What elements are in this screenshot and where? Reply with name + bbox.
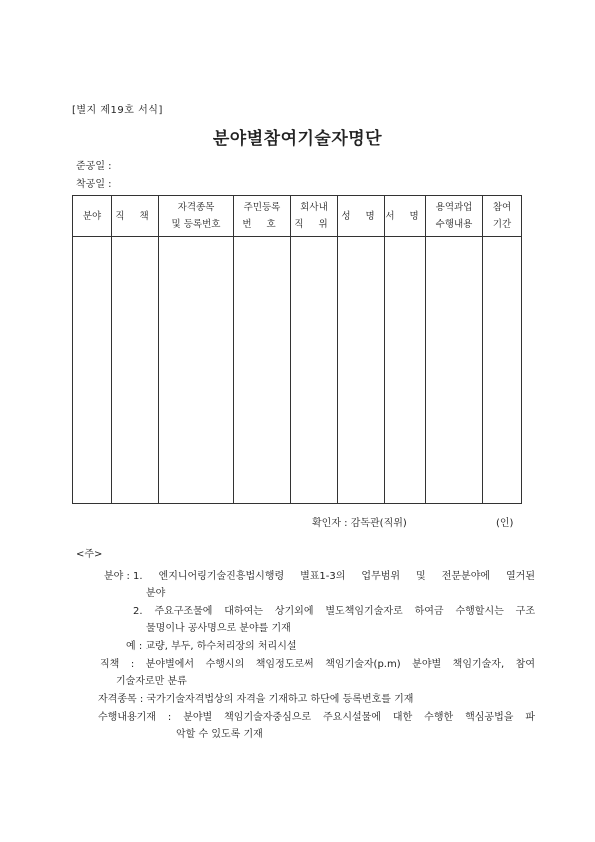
page-title: 분야별참여기술자명단 (212, 129, 383, 149)
table-cell-period[interactable] (483, 237, 522, 504)
notes-heading: <주> (76, 549, 103, 560)
table-cell-signature[interactable] (385, 237, 426, 504)
column-header-field: 분야 (73, 196, 112, 237)
form-number-label: [별지 제19호 서식] (72, 105, 163, 116)
start-date-label: 착공일 : (76, 179, 112, 190)
table-cell-company-rank[interactable] (291, 237, 338, 504)
note-work-line1: 수행내용기재 : 분야별 책임기술자중심으로 주요시설물에 대한 수행한 핵심공법을 파 (98, 712, 535, 723)
table-row (73, 237, 522, 504)
note-field-example: 예 : 교량, 부두, 하수처리장의 처리시설 (126, 641, 297, 652)
column-header-task: 용역과업 수행내용 (426, 196, 483, 237)
table-cell-field[interactable] (73, 237, 112, 504)
column-header-position: 직 책 (112, 196, 159, 237)
engineer-roster-table (72, 195, 522, 504)
table-cell-position[interactable] (112, 237, 159, 504)
note-position-line2: 기술자로만 분류 (116, 676, 187, 687)
column-header-license: 자격종목 및 등록번호 (159, 196, 234, 237)
table-cell-resident-number[interactable] (234, 237, 291, 504)
table-cell-task[interactable] (426, 237, 483, 504)
note-position-line1: 직책 : 분야별에서 수행시의 책임정도로써 책임기술자(p.m) 분야별 책임기술자, 참여 (100, 659, 535, 670)
column-header-name: 성 명 (338, 196, 385, 237)
note-field-1-line1: 1. 엔지니어링기술진흥법시행령 별표1-3의 업무범위 및 전문분야에 열거된 (133, 571, 535, 582)
table-cell-name[interactable] (338, 237, 385, 504)
note-license: 자격종목 : 국가기술자격법상의 자격을 기재하고 하단에 등록번호를 기재 (98, 694, 414, 705)
note-work-line2: 악할 수 있도록 기재 (176, 729, 263, 740)
column-header-company-rank: 회사내 직 위 (291, 196, 338, 237)
note-field-2-line1: 2. 주요구조물에 대하여는 상기외에 별도책임기술자로 하여금 수행할시는 구조 (133, 606, 535, 617)
column-header-period: 참여 기간 (483, 196, 522, 237)
seal-mark: (인) (496, 518, 514, 529)
confirmer-label: 확인자 : 감독관(직위) (312, 518, 407, 529)
table-cell-license[interactable] (159, 237, 234, 504)
note-field-label: 분야 : (104, 571, 130, 582)
note-field-2-line2: 물명이나 공사명으로 분야를 기재 (146, 623, 291, 634)
column-header-signature: 서 명 (385, 196, 426, 237)
completion-date-label: 준공일 : (76, 161, 112, 172)
column-header-resident-number: 주민등록 번 호 (234, 196, 291, 237)
table-header-row (73, 196, 522, 237)
note-field-1-line2: 분야 (146, 588, 166, 599)
